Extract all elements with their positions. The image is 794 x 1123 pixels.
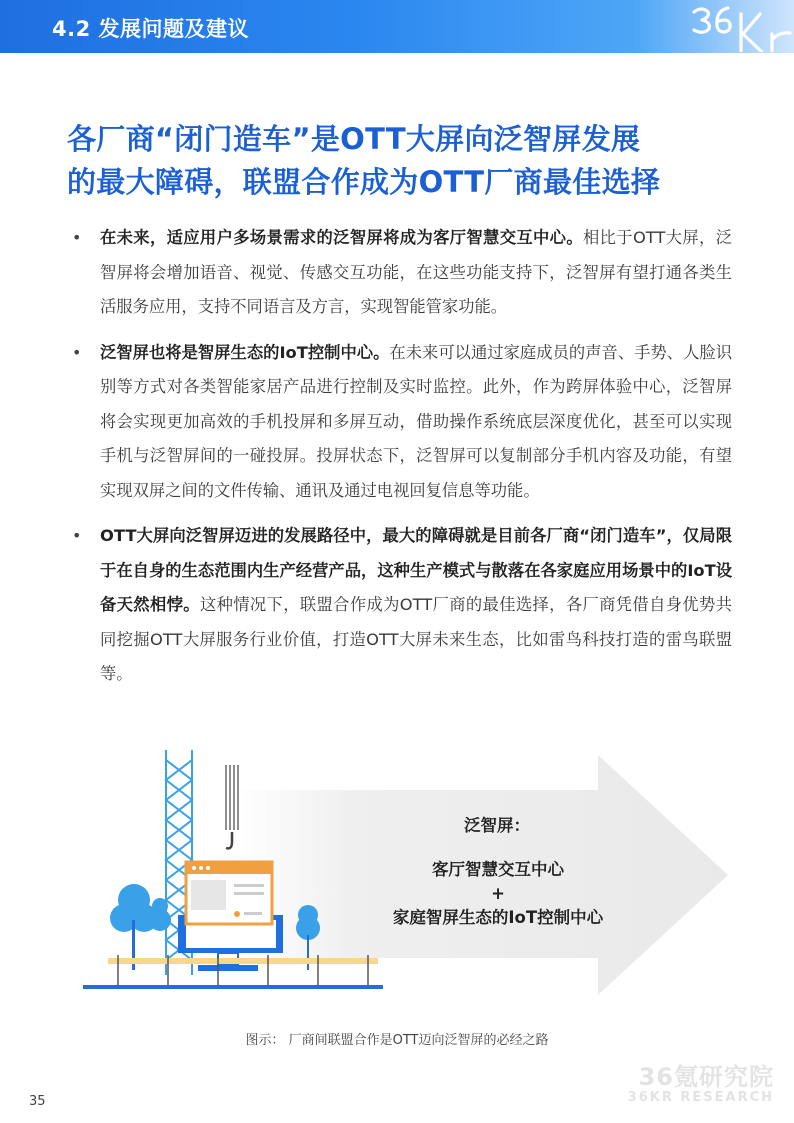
callout-line-2: 家庭智屏生态的IoT控制中心 (392, 908, 604, 927)
bullet-marker: • (72, 228, 82, 247)
bullet-item (72, 336, 732, 509)
watermark (628, 1057, 774, 1105)
bullet-marker: • (72, 342, 82, 362)
illustration-callout (378, 812, 618, 930)
bullet-item (72, 519, 732, 692)
bullet-text (100, 519, 732, 692)
bullet-bold-lead: 在未来，适应用户多场景需求的泛智屏将成为客厅智慧交互中心。 (100, 228, 583, 247)
figure-caption: 图示： 厂商间联盟合作是OTT迈向泛智屏的必经之路 (245, 1033, 549, 1048)
bullet-bold-lead: OTT大屏向泛智屏迈进的发展路径中，最大的障碍就是目前各厂商“闭门造车”，仅局限于在自身的生态范围内生产经营产品，这种生产模式与散落在各家庭应用场景中的IoT设备天然相悖。 (100, 526, 732, 614)
bullet-marker: • (72, 526, 82, 545)
bullet-text (100, 221, 732, 325)
main-title-line-2: 的最大障碍，联盟合作成为OTT厂商最佳选择 (67, 165, 661, 199)
section-title: 4.2 发展问题及建议 (52, 17, 250, 41)
36kr-logo (686, 2, 794, 52)
bullet-text (100, 336, 732, 509)
main-title-line-1: 各厂商“闭门造车”是OTT大屏向泛智屏发展 (67, 122, 641, 156)
page-number: 35 (29, 1094, 46, 1109)
bullet-bold-lead: 泛智屏也将是智屏生态的IoT控制中心。 (100, 342, 390, 362)
watermark-line-1: 36氪研究院 (638, 1063, 774, 1091)
callout-plus: + (491, 884, 505, 903)
bullet-item (72, 221, 732, 325)
bullet-body: 在未来可以通过家庭成员的声音、手势、人脸识别等方式对各类智能家居产品进行控制及实时监控。此外，作为跨屏体验中心，泛智屏将会实现更加高效的手机投屏和多屏互动，借助操作系统底层深度优化，甚至可以实现手机与泛智屏间的一碰投屏。投屏状态下，泛智屏可以复制部分手机内容及功能，有望实现双屏之间的文件传输、通讯及通过电视回复信息等功能。 (100, 342, 732, 500)
browser-window-icon (186, 862, 272, 924)
callout-label: 泛智屏： (464, 816, 530, 835)
ground-barrier-icon (83, 955, 383, 989)
bullet-body: 相比于OTT大屏，泛智屏将会增加语音、视觉、传感交互功能，在这些功能支持下，泛智屏有望打通各类生活服务应用，支持不同语言及方言，实现智能管家功能。 (100, 228, 732, 316)
callout-line-1: 客厅智慧交互中心 (432, 860, 564, 879)
bullet-body: 这种情况下，联盟合作成为OTT厂商的最佳选择，各厂商凭借自身优势共同挖掘OTT大屏服务行业价值，打造OTT大屏未来生态，比如雷鸟科技打造的雷鸟联盟等。 (100, 595, 732, 683)
bullet-list (72, 221, 732, 703)
header-bar (0, 0, 794, 53)
main-title (67, 118, 757, 204)
watermark-line-2: 36KR RESEARCH (627, 1090, 774, 1105)
